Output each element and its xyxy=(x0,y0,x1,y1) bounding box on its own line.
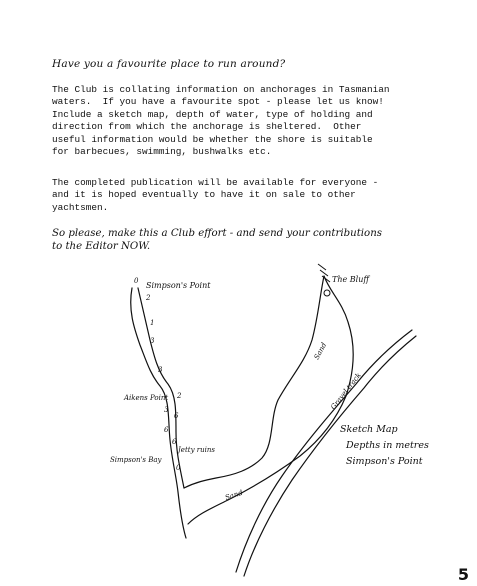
label-simpsons-bay: Simpson's Bay xyxy=(110,456,162,464)
depth-label: 2 xyxy=(146,294,151,302)
label-gravel-track: Gravel track xyxy=(329,371,363,412)
depth-label: 3 xyxy=(164,406,169,414)
label-jetty-ruins: Jetty ruins xyxy=(178,446,215,454)
legend-line-1: Sketch Map xyxy=(340,424,398,435)
label-aikens-point: Aikens Point xyxy=(124,394,169,402)
depth-label: 0 xyxy=(176,464,181,472)
depth-label: 3 xyxy=(150,337,155,345)
depth-label: 3 xyxy=(158,366,163,374)
bluff-hatching xyxy=(318,264,330,282)
sketch-map xyxy=(0,255,477,586)
bluff-marker xyxy=(324,290,330,296)
bay-shoreline xyxy=(184,276,353,524)
paragraph-publication: The completed publication will be available for everyone - and it is hoped eventually to have it on sale to other yachtsmen. xyxy=(52,177,379,213)
label-sand-east: Sand xyxy=(312,341,329,361)
depth-label: 6 xyxy=(172,438,177,446)
depth-label: 6 xyxy=(164,426,169,434)
label-sand-south: Sand xyxy=(224,488,244,502)
article-heading: Have you a favourite place to run around? xyxy=(52,58,286,70)
legend-line-2: Depths in metres xyxy=(346,440,429,451)
depth-label: 1 xyxy=(150,319,155,327)
label-the-bluff: The Bluff xyxy=(332,275,370,284)
legend-line-3: Simpson's Point xyxy=(346,456,423,467)
paragraph-collating-information: The Club is collating information on anchorages in Tasmanian waters. If you have a favourite spot - please let us know! Include a sketch map, depth of water, type of holding and direction from which the anchorage is sheltered. Other useful information would be whether the shore is suitable for barbecues, swimming, bushwalks etc. xyxy=(52,84,390,158)
depth-label: 2 xyxy=(177,392,182,400)
closing-appeal: So please, make this a Club effort - and send your contributions to the Editor NOW. xyxy=(52,228,382,252)
page-number: 5 xyxy=(457,565,469,584)
depth-label: 0 xyxy=(134,277,139,285)
gravel-track xyxy=(236,330,412,572)
depth-label: 6 xyxy=(174,412,179,420)
label-simpsons-point: Simpson's Point xyxy=(146,281,211,290)
